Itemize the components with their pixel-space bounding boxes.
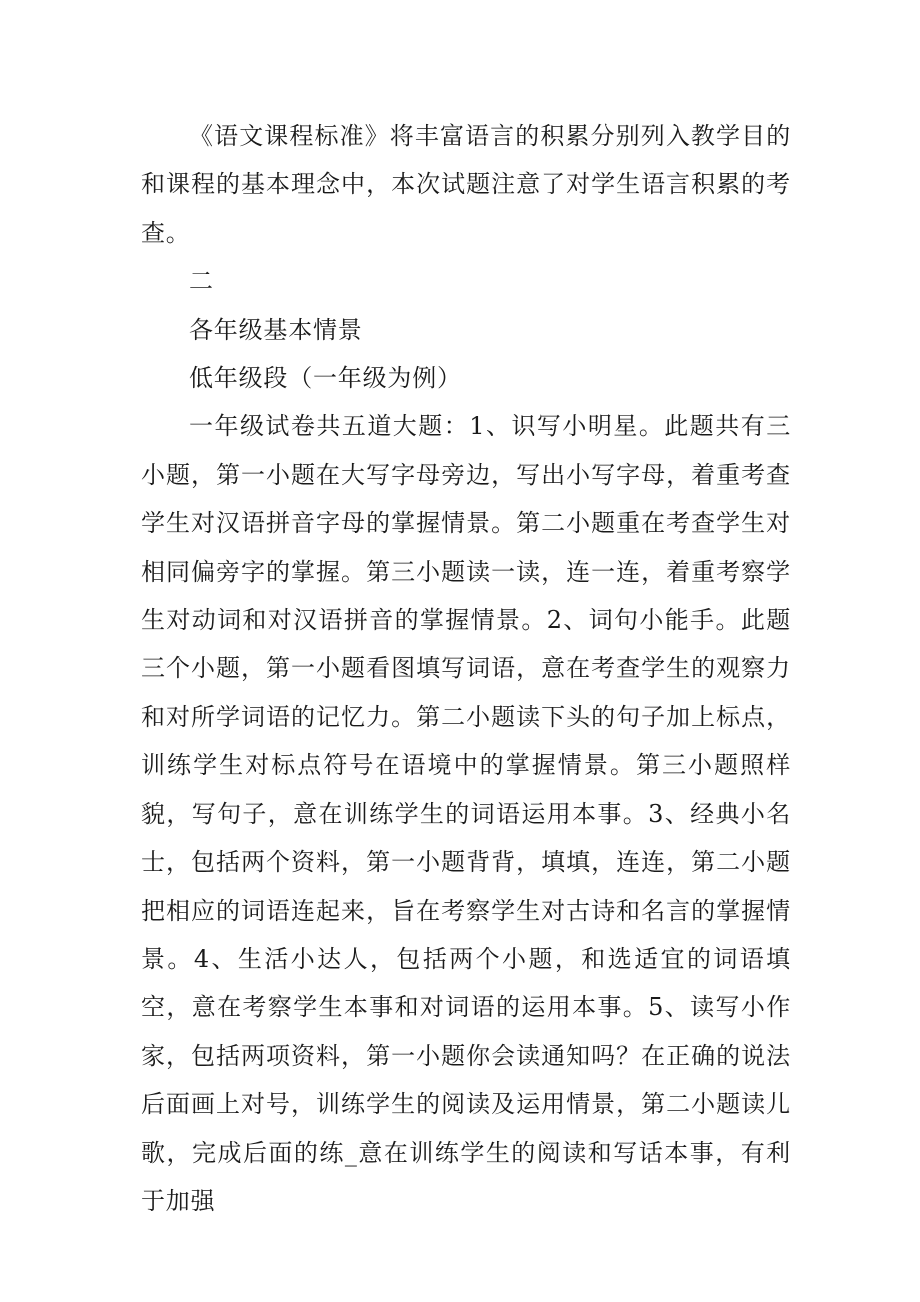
paragraph-curriculum-standard: 《语文课程标准》将丰富语言的积累分别列入教学目的和课程的基本理念中，本次试题注意了对学生语言积累的考查。	[141, 122, 791, 247]
subsection-heading: 低年级段（一年级为例）	[189, 364, 462, 393]
section-number: 二	[189, 267, 214, 296]
section-heading: 各年级基本情景	[189, 315, 363, 344]
document-body	[141, 112, 791, 1225]
paragraph-grade-one-exam: 一年级试卷共五道大题：1、识写小明星。此题共有三小题，第一小题在大写字母旁边，写出小写字母，着重考查学生对汉语拼音字母的掌握情景。第二小题重在考查学生对相同偏旁字的掌握。第三小题读一读，连一连，着重考察学生对动词和对汉语拼音的掌握情景。2、词句小能手。此题三个小题，第一小题看图填写词语，意在考查学生的观察力和对所学词语的记忆力。第二小题读下头的句子加上标点，训练学生对标点符号在语境中的掌握情景。第三小题照样貌，写句子，意在训练学生的词语运用本事。3、经典小名士，包括两个资料，第一小题背背，填填，连连，第二小题把相应的词语连起来，旨在考察学生对古诗和名言的掌握情景。4、生活小达人，包括两个小题，和选适宜的词语填空，意在考察学生本事和对词语的运用本事。5、读写小作家，包括两项资料，第一小题你会读通知吗？在正确的说法后面画上对号，训练学生的阅读及运用情景，第二小题读儿歌，完成后面的练_意在训练学生的阅读和写话本事，有利于加强	[141, 412, 791, 1215]
